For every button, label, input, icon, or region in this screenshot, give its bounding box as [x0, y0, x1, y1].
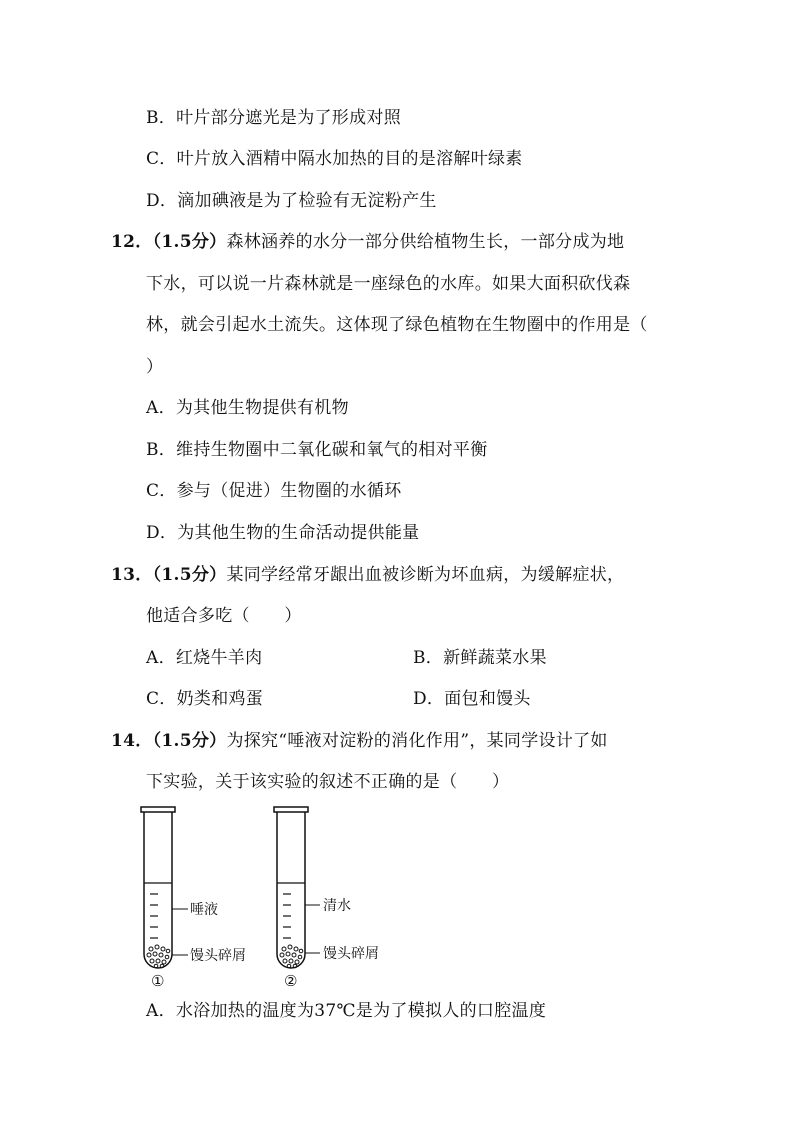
q12-option-c: C．参与（促进）生物圈的水循环 [146, 481, 402, 501]
q13-option-c: C．奶类和鸡蛋 [146, 689, 264, 709]
q13-option-b: B．新鲜蔬菜水果 [413, 648, 547, 668]
question-14-line-2: 下实验，关于该实验的叙述不正确的是（ ） [146, 772, 510, 792]
q12-option-d: D．为其他生物的生命活动提供能量 [146, 523, 420, 543]
tube-1-number: ① [151, 972, 165, 990]
question-text: 为探究“唾液对淀粉的消化作用”，某同学设计了如 [226, 731, 608, 751]
q12-option-b: B．维持生物圈中二氧化碳和氧气的相对平衡 [146, 440, 488, 460]
test-tube-2 [274, 807, 320, 968]
question-number: 12． [111, 232, 153, 252]
test-tube-figure [130, 804, 430, 996]
question-13-line-1 [111, 563, 624, 587]
question-text: 森林涵养的水分一部分供给植物生长，一部分成为地 [226, 232, 625, 252]
question-12-line-4: ） [146, 357, 164, 377]
test-tube-1 [141, 807, 188, 968]
tube-1-liquid-label: 唾液 [190, 902, 218, 918]
option-c-prev: C．叶片放入酒精中隔水加热的目的是溶解叶绿素 [146, 149, 523, 169]
question-score: （1.5分） [152, 731, 227, 751]
q13-option-d: D．面包和馒头 [413, 689, 531, 709]
tube-2-liquid-label: 清水 [323, 898, 351, 914]
q12-option-a: A．为其他生物提供有机物 [146, 398, 349, 418]
question-12-line-3: 林，就会引起水土流失。这体现了绿色植物在生物圈中的作用是（ [146, 315, 648, 335]
question-number: 14． [111, 731, 153, 751]
question-score: （1.5分） [152, 232, 227, 252]
question-14-line-1 [111, 729, 608, 753]
question-number: 13． [111, 565, 153, 585]
question-text: 某同学经常牙龈出血被诊断为坏血病，为缓解症状， [226, 565, 625, 585]
question-12-line-1 [111, 230, 624, 254]
question-13-line-2: 他适合多吃（ ） [146, 606, 302, 626]
option-b-prev: B．叶片部分遮光是为了形成对照 [146, 108, 401, 128]
tube-2-solid-label: 馒头碎屑 [323, 946, 379, 962]
q13-option-a: A．红烧牛羊肉 [146, 648, 263, 668]
tube-1-solid-label: 馒头碎屑 [190, 948, 246, 964]
question-score: （1.5分） [152, 565, 227, 585]
q14-option-a: A．水浴加热的温度为37℃是为了模拟人的口腔温度 [146, 1001, 547, 1021]
option-d-prev: D．滴加碘液是为了检验有无淀粉产生 [146, 191, 437, 211]
question-12-line-2: 下水，可以说一片森林就是一座绿色的水库。如果大面积砍伐森 [146, 274, 631, 294]
tube-2-number: ② [284, 972, 298, 990]
